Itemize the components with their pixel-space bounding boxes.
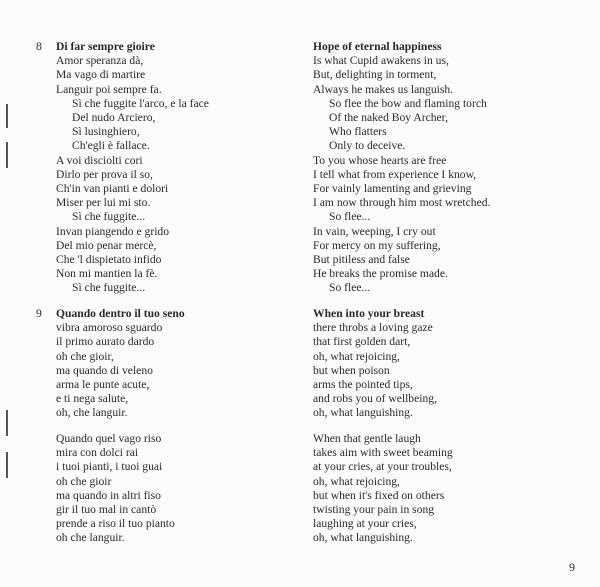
poem-line: oh, what rejoicing, — [313, 474, 400, 488]
song9-english-stanza1 — [313, 307, 437, 421]
poem-line: prende a riso il tuo pianto — [56, 517, 175, 531]
poem-line: I tell what from experience I know, — [313, 167, 477, 181]
song-number-8: 8 — [36, 40, 42, 53]
song9-english-stanza2 — [313, 432, 453, 546]
page-number: 9 — [569, 560, 575, 574]
binding-mark — [6, 410, 8, 436]
poem-line: Del nudo Arciero, — [72, 111, 156, 125]
poem-line: Miser per lui mi sto. — [56, 196, 151, 210]
poem-line: there throbs a loving gaze — [313, 321, 433, 335]
poem-line: A voi disciolti cori — [56, 153, 143, 167]
song8-english-text — [313, 40, 490, 296]
poem-line: Di far sempre gioire — [56, 40, 155, 53]
binding-mark — [6, 452, 8, 478]
poem-line: So flee... — [329, 281, 371, 295]
binding-mark — [6, 104, 8, 128]
poem-line: Ch'in van pianti e dolori — [56, 182, 169, 196]
poem-line: but when it's fixed on others — [313, 488, 445, 502]
poem-line: ma quando di veleno — [56, 363, 153, 377]
poem-line: So flee... — [329, 210, 371, 224]
poem-line: i tuoi pianti, i tuoi guai — [56, 460, 163, 474]
poem-line: and robs you of wellbeing, — [313, 392, 437, 406]
poem-line: Only to deceive. — [329, 139, 406, 153]
poem-line: Sì che fuggite l'arco, e la face — [72, 96, 209, 110]
poem-line: oh che gioir, — [56, 349, 114, 363]
poem-line: Hope of eternal happiness — [313, 40, 442, 53]
poem-line: Invan piangendo e grido — [56, 224, 170, 238]
poem-line: Quando quel vago riso — [56, 432, 162, 445]
poem-line: Dirlo per prova il so, — [56, 167, 153, 181]
poem-line: that first golden dart, — [313, 335, 411, 349]
poem-line: But pitiless and false — [313, 253, 410, 267]
poem-line: mira con dolci rai — [56, 446, 139, 460]
poem-line: il primo aurato dardo — [56, 335, 155, 349]
poem-line: Sì che fuggite... — [72, 210, 146, 224]
poem-line: Amor speranza dà, — [56, 54, 144, 68]
poem-line: vibra amoroso sguardo — [56, 321, 163, 335]
poem-line: So flee the bow and flaming torch — [329, 96, 487, 110]
poem-line: Quando dentro il tuo seno — [56, 307, 185, 320]
poem-line: arma le punte acute, — [56, 378, 150, 392]
poem-line: He breaks the promise made. — [313, 267, 448, 281]
poem-line: Del mio penar mercè, — [56, 238, 157, 252]
song8-italian-text — [56, 40, 209, 296]
poem-line: oh che gioir — [56, 474, 112, 488]
poem-line: gir il tuo mal in cantò — [56, 503, 157, 517]
poem-line: laughing at your cries, — [313, 517, 417, 531]
song-number-9: 9 — [36, 307, 42, 320]
poem-line: Che 'l dispietato infido — [56, 253, 162, 267]
poem-line: oh che languir. — [56, 531, 125, 545]
song9-italian-stanza1 — [56, 307, 185, 421]
poem-line: takes aim with sweet beaming — [313, 446, 453, 460]
poem-line: at your cries, at your troubles, — [313, 460, 452, 474]
poem-line: When that gentle laugh — [313, 432, 421, 445]
poem-line: Always he makes us languish. — [313, 82, 454, 96]
binding-mark — [6, 142, 8, 168]
poem-line: For mercy on my suffering, — [313, 238, 441, 252]
poem-line: e ti nega salute, — [56, 392, 129, 406]
poem-line: twisting your pain in song — [313, 503, 435, 517]
song9-italian-stanza2 — [56, 432, 175, 546]
poem-line: Sì che fuggite... — [72, 281, 146, 295]
poem-line: In vain, weeping, I cry out — [313, 224, 436, 238]
poem-line: Non mi mantien la fè. — [56, 267, 158, 281]
poem-line: oh, what languishing. — [313, 531, 413, 545]
poem-line: To you whose hearts are free — [313, 153, 447, 167]
poem-line: oh, what rejoicing, — [313, 349, 400, 363]
poem-line: Sì lusinghiero, — [72, 125, 140, 139]
poem-line: Of the naked Boy Archer, — [329, 111, 448, 125]
poem-line: For vainly lamenting and grieving — [313, 182, 472, 196]
poem-line: oh, che languir. — [56, 406, 128, 420]
poem-line: ma quando in altri fiso — [56, 488, 161, 502]
poem-line: I am now through him most wretched. — [313, 196, 491, 210]
poem-line: oh, what languishing. — [313, 406, 413, 420]
poem-line: but when poison — [313, 363, 390, 377]
poem-line: Ma vago di martire — [56, 68, 146, 82]
poem-line: But, delighting in torment, — [313, 68, 437, 82]
poem-line: Ch'egli è fallace. — [72, 139, 150, 153]
poem-line: Languir poi sempre fa. — [56, 82, 162, 96]
poem-line: Who flatters — [329, 125, 387, 139]
poem-line: Is what Cupid awakens in us, — [313, 54, 449, 68]
poem-line: When into your breast — [313, 307, 425, 320]
poem-line: arms the pointed tips, — [313, 378, 413, 392]
